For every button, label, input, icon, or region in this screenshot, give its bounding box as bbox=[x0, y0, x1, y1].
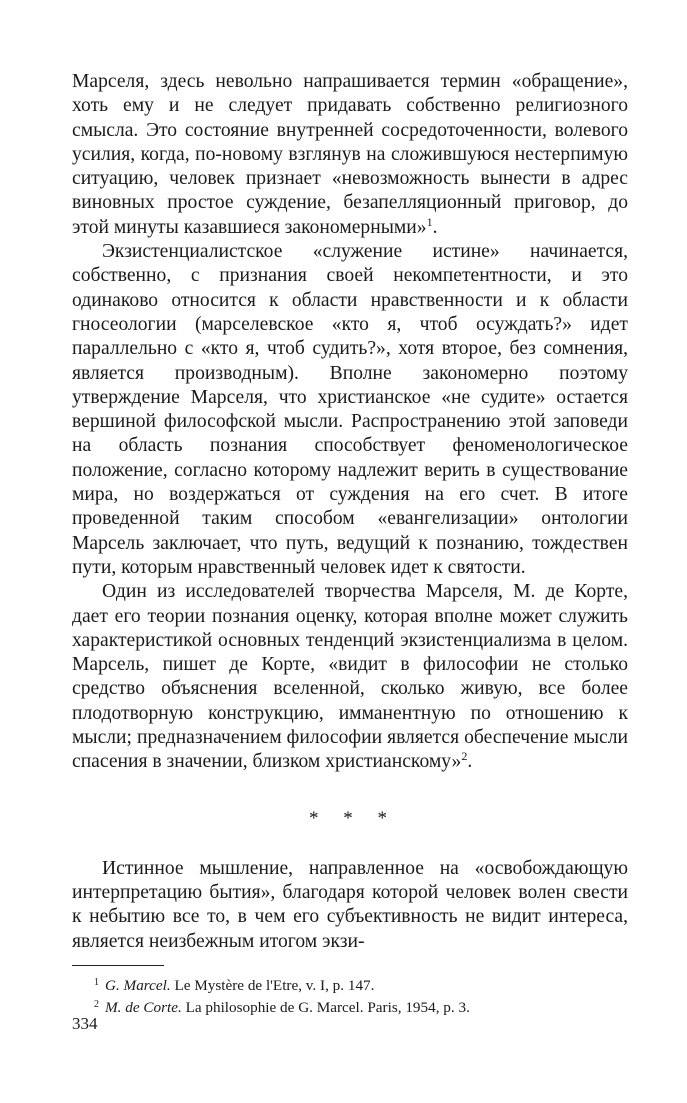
footnote-1-author: G. Marcel. bbox=[105, 976, 171, 994]
footnote-divider bbox=[72, 965, 164, 966]
footnote-2-author: M. de Corte. bbox=[105, 998, 182, 1016]
footnote-1-number: 1 bbox=[94, 976, 99, 988]
paragraph-2-text: Экзистенциалистское «служение истине» начинается, собственно, с признания своей некомпетентности, и это одинаково относится к области нравственности и к области гносеологии (марселевское «кто я, чтоб осуждать?» идет параллельно с «кто я, чтоб судить?», хотя второе, без сомнения, является производным). Вполне закономерно поэтому утверждение Марселя, что христианское «не судите» остается вершиной философской мысли. Распространению этой заповеди на область познания способствует феноменологическое положение, согласно которому надлежит верить в существование мира, но воздержаться от суждения на его счет. В итоге проведенной таким способом «евангелизации» онтологии Марсель заключает, что путь, ведущий к познанию, тождествен пути, которым нравственный человек идет к святости. bbox=[72, 241, 628, 578]
footnote-2-text: La philosophie de G. Marcel. Paris, 1954, p. 3. bbox=[185, 998, 470, 1016]
paragraph-1-tail: . bbox=[432, 216, 438, 238]
paragraph-4-text: Истинное мышление, направленное на «освобождающую интерпретацию бытия», благодаря которой человек волен свести к небытию все то, в чем его субъективность не видит интереса, является неизбежным итогом экзи- bbox=[72, 857, 628, 952]
page-number: 334 bbox=[72, 1014, 98, 1033]
footnote-2 bbox=[94, 995, 628, 1017]
paragraph-2 bbox=[72, 240, 628, 580]
page-body bbox=[72, 70, 628, 1017]
paragraph-1 bbox=[72, 70, 628, 240]
paragraph-1-text: Марселя, здесь невольно напрашивается термин «обращение», хоть ему и не следует придавать собственно религиозного смысла. Это состояние внутренней сосредоточенности, волевого усилия, когда, по-новому взглянув на сложившуюся нестерпимую ситуацию, человек признает «невозможность вынести в адрес виновных простое суждение, безапелляционный приговор, до этой минуты казавшиеся закономерными» bbox=[72, 71, 628, 238]
paragraph-3 bbox=[72, 580, 628, 774]
footnote-ref-1: 1 bbox=[426, 214, 433, 229]
section-break: * * * bbox=[309, 807, 397, 829]
footnote-ref-2: 2 bbox=[461, 749, 468, 764]
paragraph-3-tail: . bbox=[467, 751, 473, 773]
footnote-1-text: Le Mystère de l'Etre, v. I, p. 147. bbox=[174, 976, 375, 994]
footnote-1 bbox=[94, 973, 628, 995]
footnote-2-number: 2 bbox=[94, 998, 99, 1010]
paragraph-4 bbox=[72, 857, 628, 954]
paragraph-3-text: Один из исследователей творчества Марселя, М. де Корте, дает его теории познания оценку, которая вполне может служить характеристикой основных тенденций экзистенциализма в целом. Марсель, пишет де Корте, «видит в философии не столько средство объяснения вселенной, сколько живую, все более плодотворную конструкцию, имманентную по отношению к мысли; предназначением философии является обеспечение мысли спасения в значении, близком христианскому» bbox=[72, 581, 628, 773]
